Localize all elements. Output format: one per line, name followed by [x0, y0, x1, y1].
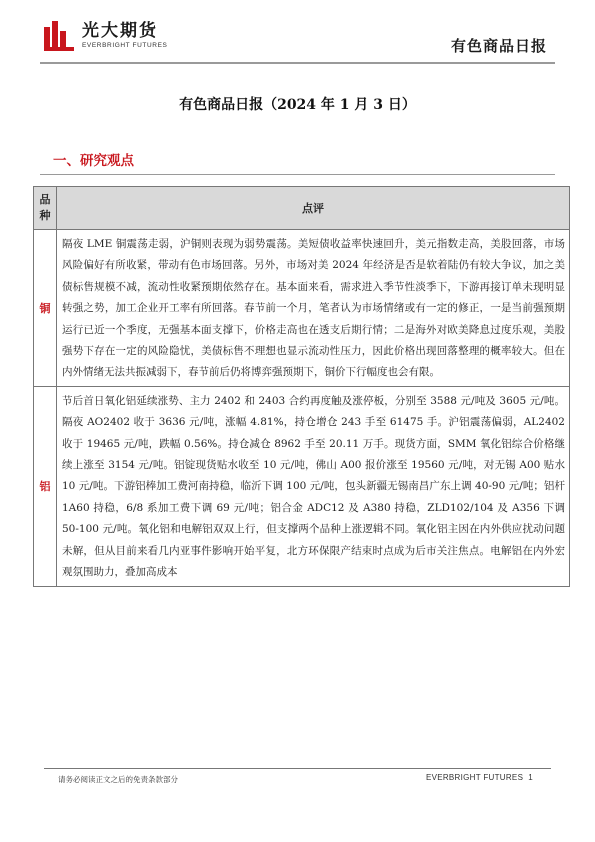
logo-english-name: EVERBRIGHT FUTURES: [82, 41, 168, 49]
column-header-variety: 品种: [34, 187, 57, 230]
table-row: [34, 230, 570, 387]
logo-chinese-name: 光大期货: [82, 20, 158, 41]
disclaimer-note: 请务必阅读正文之后的免责条款部分: [58, 775, 178, 784]
section-title: 一、研究观点: [53, 153, 134, 169]
section-divider: [40, 174, 555, 175]
comment-copper: 隔夜 LME 铜震荡走弱，沪铜则表现为弱势震荡。美短债收益率快速回升，美元指数走高，美股回落，市场风险偏好有所收紧，带动有色市场回落。另外，市场对美 2024 年经济是否是软着陆仍有较大争议，加之美债标售规模不减，流动性收紧预期依然存在。基本面来看，需求进入季节性淡季下，下游再接订单未现明显转强之势，加工企业开工率有所回落。春节前一个月，笔者认为市场情绪或有一定的修正，一是当前强预期运行已近一个季度，无强基本面支撑下，价格走高也在透支后期行情；二是海外对欧美降息过度乐观，美股强势下存在一定的风险隐忧，美债标售不理想也显示流动性压力，因此价格出现回落整理的概率较大。但在内外情绪无法共振减弱下，春节前后仍将博弈强预期下，铜价下行幅度也会有限。: [57, 230, 570, 387]
header-divider: [40, 62, 555, 64]
footer-divider: [44, 768, 551, 769]
table-header-row: [34, 187, 570, 230]
metal-name-copper: 铜: [34, 230, 57, 387]
column-header-comment: 点评: [57, 187, 570, 230]
table-row: [34, 386, 570, 586]
company-logo: [44, 21, 167, 51]
logo-mark-icon: [44, 21, 74, 51]
footer-brand: [426, 773, 533, 782]
page-number: 1: [528, 773, 533, 782]
footer-brand-name: EVERBRIGHT FUTURES: [425, 773, 524, 782]
research-table: [33, 186, 570, 587]
metal-name-aluminum: 铝: [34, 386, 57, 586]
comment-aluminum: 节后首日氧化铝延续涨势、主力 2402 和 2403 合约再度触及涨停板，分别至 3588 元/吨及 3605 元/吨。隔夜 AO2402 收于 3636 元/吨，涨幅 4.81%，持仓增仓 243 手至 61475 手。沪铝震荡偏弱，AL2402 收于 19465 元/吨，跌幅 0.56%。持仓减仓 8962 手至 20.11 万手。现货方面，SMM 氧化铝综合价格继续上涨至 3154 元/吨。铝锭现货贴水收至 10 元/吨，佛山 A00 报价涨至 19560 元/吨，对无锡 A00 贴水 10 元/吨。下游铝棒加工费河南持稳，临沂下调 100 元/吨，包头新疆无锡南昌广东上调 40-90 元/吨；铝杆 1A60 持稳，6/8 系加工费下调 69 元/吨；铝合金 ADC12 及 A380 持稳，ZLD102/104 及 A356 下调 50-100 元/吨。氧化铝和电解铝双双上行，但支撑两个品种上涨逻辑不同。氧化铝主因在内外供应扰动问题未解，但从目前来看几内亚事件影响开始平复，北方环保限产结束时点成为后市关注焦点。电解铝在内外宏观氛围助力，叠加高成本: [57, 386, 570, 586]
report-name: 有色商品日报: [450, 37, 547, 55]
document-title: 有色商品日报（2024 年 1 月 3 日）: [179, 97, 416, 113]
